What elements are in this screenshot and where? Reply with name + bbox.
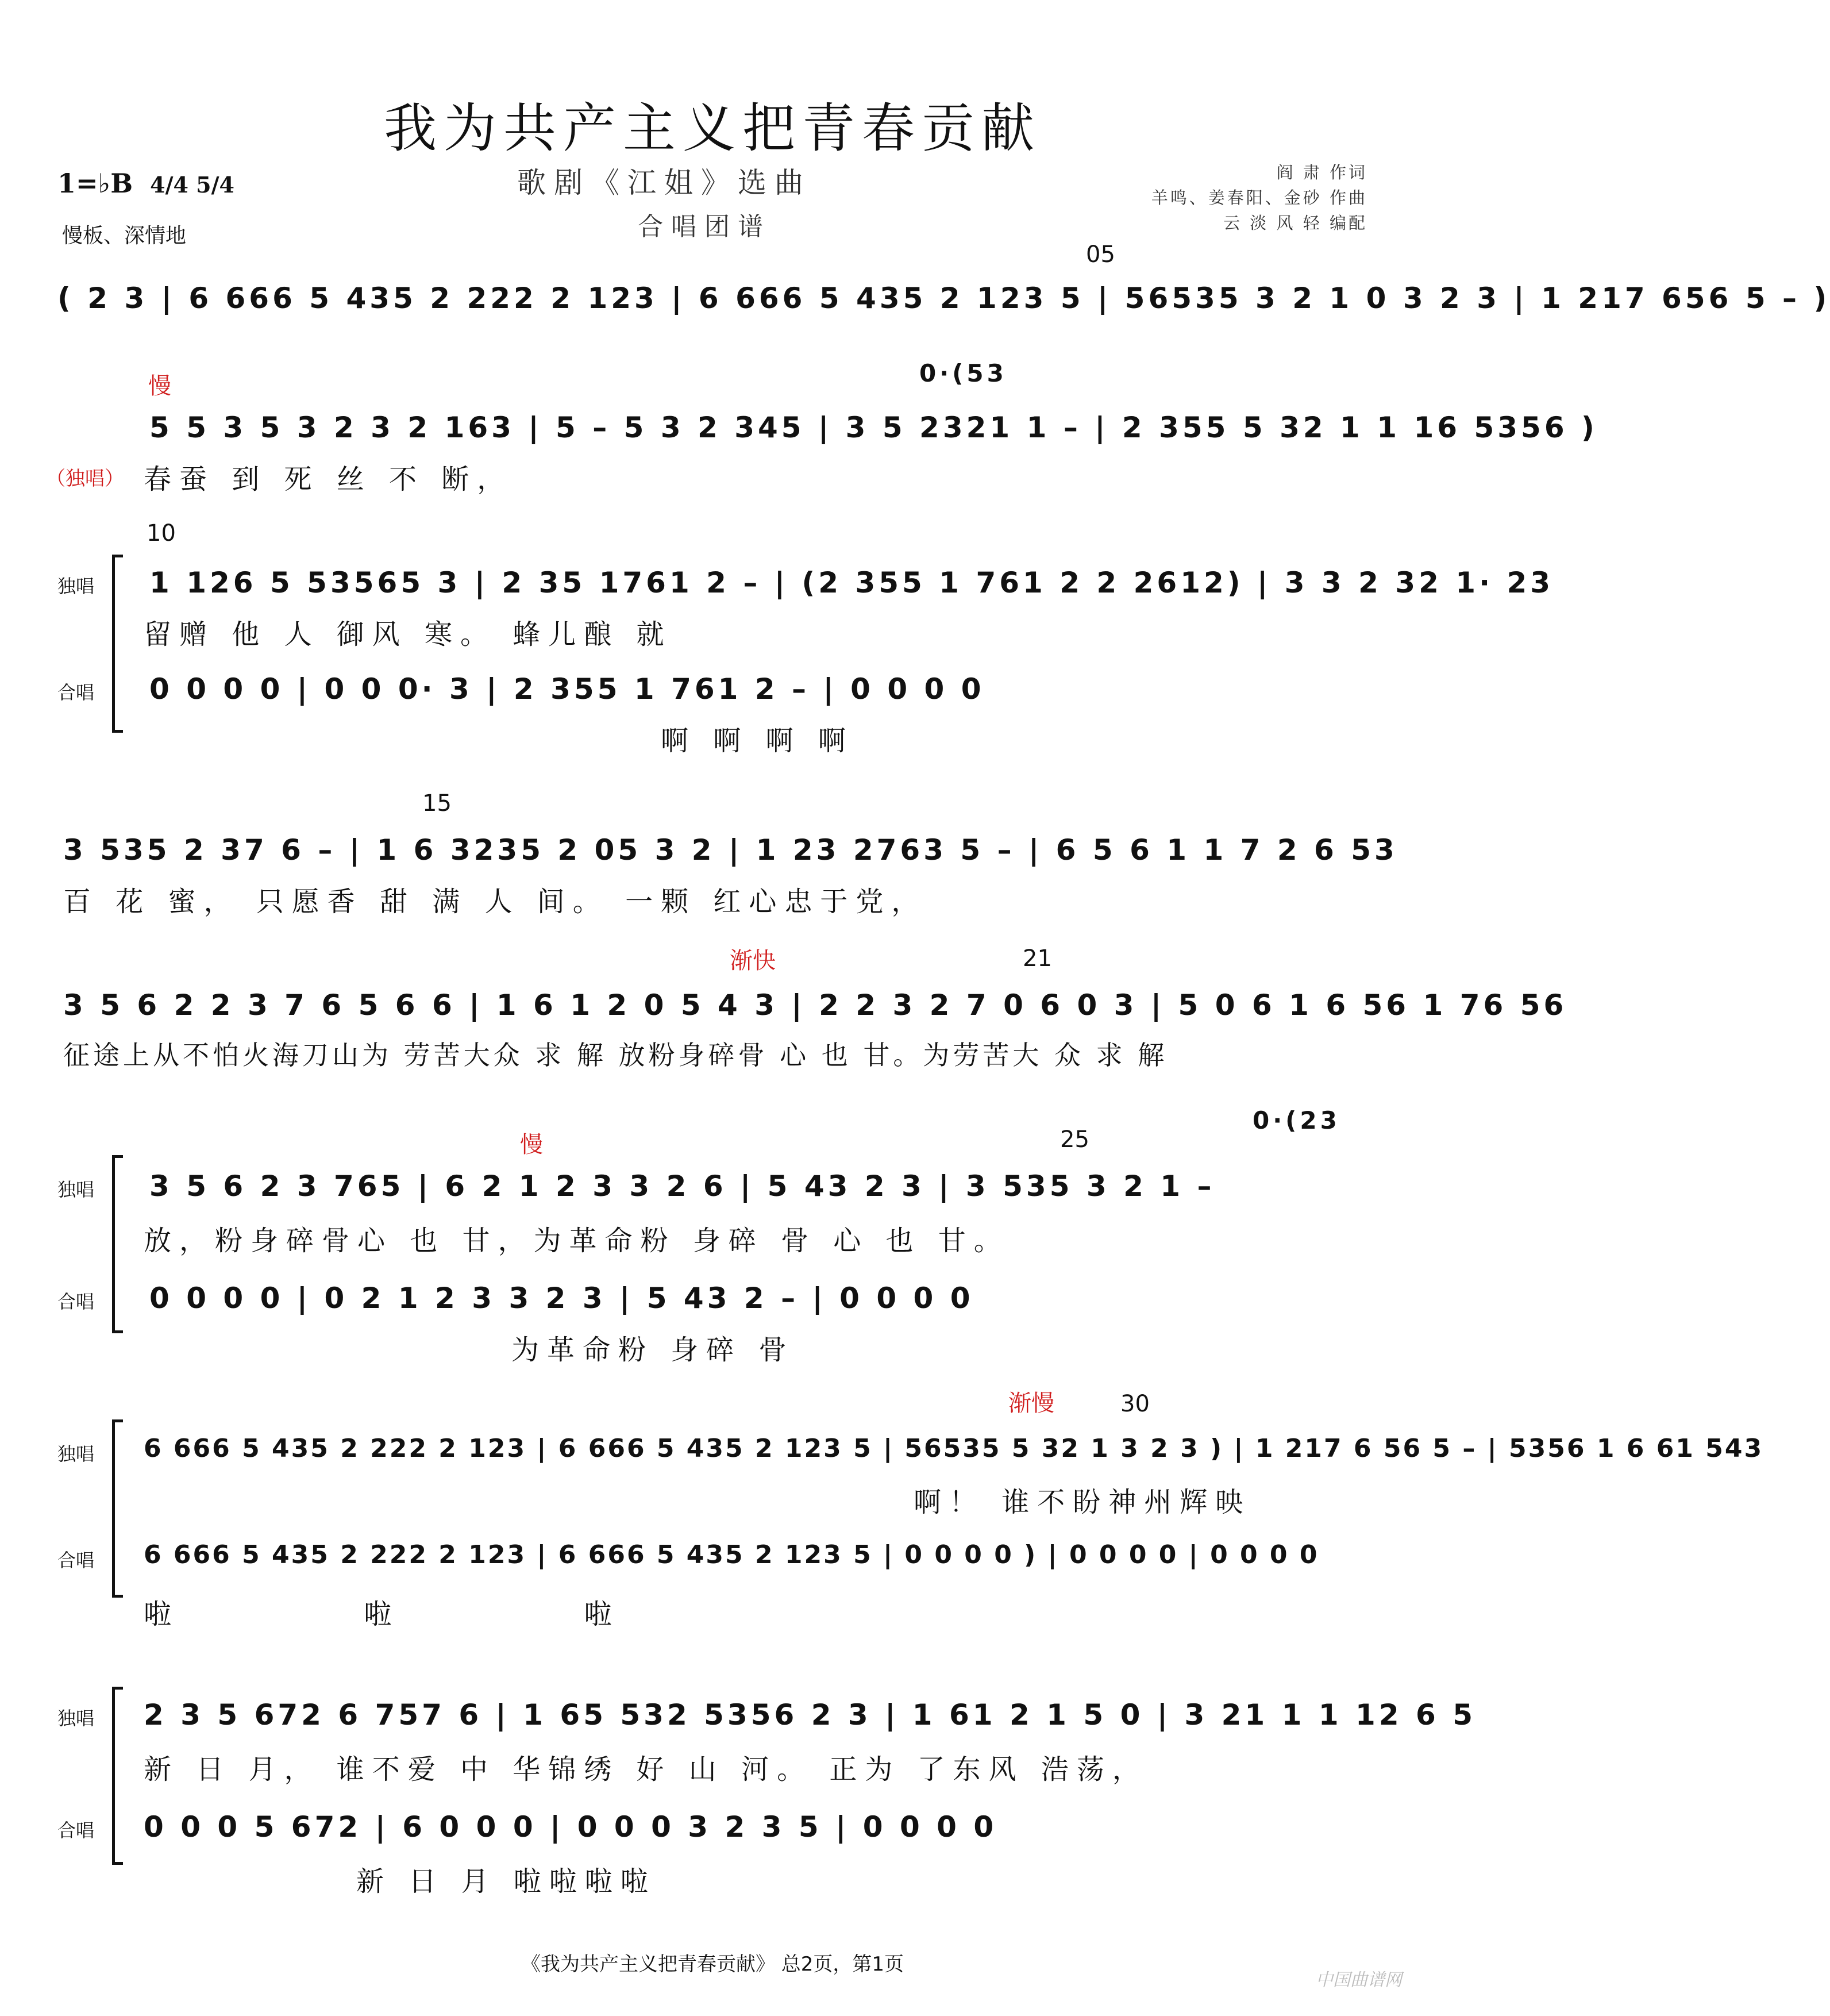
system-8-choir-notes: 0 0 0 5 672 | 6 0 0 0 | 0 0 0 3 2 3 5 | 0 0 0 0 <box>144 1810 997 1844</box>
measure-marker: 30 <box>1120 1391 1150 1417</box>
watermark-logo: 中国曲谱网 <box>1316 1970 1402 1990</box>
tempo-marking: 慢板、深情地 <box>62 224 187 248</box>
system-2-lyrics: 春蚕 到 死 丝 不 断， <box>144 463 513 495</box>
system-8-solo-lyrics: 新 日 月， 谁不爱 中 华锦绣 好 山 河。 正为 了东风 浩荡， <box>144 1753 1148 1786</box>
credit-composers: 羊鸣、姜春阳、金砂 作曲 <box>1151 188 1367 207</box>
tempo-mark-rit: 渐慢 <box>1008 1390 1054 1417</box>
key-text: 1=♭B <box>57 168 133 199</box>
system-2-notes: 5 5 3 5 3 2 3 2 163 | 5 – 5 3 2 345 | 3 5 2321 1 – | 2 355 5 32 1 1 16 5356 ) <box>149 411 1598 444</box>
system-7-choir-lyrics: 啦 啦 啦 <box>144 1598 704 1630</box>
part-label-choir: 合唱 <box>57 1819 95 1841</box>
part-label-solo: 独唱 <box>57 575 95 597</box>
credit-lyricist: 阎 肃 作词 <box>1276 163 1367 182</box>
system-3-choir-lyrics: 啊 啊 啊 啊 <box>661 725 854 757</box>
pickup-mark: 0·(23 <box>1253 1106 1340 1134</box>
time-signature: 4/4 5/4 <box>150 172 234 198</box>
pickup-mark: 0·(53 <box>919 359 1007 387</box>
page-footer: 《我为共产主义把青春贡献》 总2页，第1页 <box>521 1953 904 1976</box>
measure-marker: 21 <box>1023 945 1052 972</box>
tempo-mark-slow: 慢 <box>520 1132 543 1158</box>
part-label-choir: 合唱 <box>57 1291 95 1313</box>
system-6-choir-notes: 0 0 0 0 | 0 2 1 2 3 3 2 3 | 5 43 2 – | 0 0 0 0 <box>149 1282 974 1315</box>
system-5-lyrics: 征途上从不怕火海刀山为 劳苦大众 求 解 放粉身碎骨 心 也 甘。为劳苦大 众 求 解 <box>63 1040 1168 1071</box>
key-signature <box>57 168 234 199</box>
system-6-solo-lyrics: 放，粉身碎骨心 也 甘，为革命粉 身碎 骨 心 也 甘。 <box>144 1225 1010 1257</box>
staff-brace <box>112 1687 123 1865</box>
part-label-choir: 合唱 <box>57 682 95 703</box>
staff-brace <box>112 1419 123 1598</box>
credit-arranger: 云 淡 风 轻 编配 <box>1223 213 1367 233</box>
system-3-solo-lyrics: 留赠 他 人 御风 寒。 蜂儿酿 就 <box>144 618 672 651</box>
system-3-choir-notes: 0 0 0 0 | 0 0 0· 3 | 2 355 1 761 2 – | 0 0 0 0 <box>149 672 985 706</box>
system-5-notes: 3 5 6 2 2 3 7 6 5 6 6 | 1 6 1 2 0 5 4 3 | 2 2 3 2 7 0 6 0 3 | 5 0 6 1 6 56 1 76 56 <box>63 988 1567 1022</box>
tempo-mark-slow: 慢 <box>148 373 171 399</box>
part-label-choir: 合唱 <box>57 1549 95 1571</box>
solo-label: （独唱） <box>46 467 124 490</box>
score-subtitle: 歌剧《江姐》选曲 <box>517 166 811 199</box>
measure-marker: 10 <box>147 520 176 547</box>
arrangement-type: 合唱团谱 <box>638 212 771 241</box>
system-7-solo-lyrics: 啊！ 谁不盼神州辉映 <box>914 1486 1251 1518</box>
system-4-notes: 3 535 2 37 6 – | 1 6 3235 2 05 3 2 | 1 23 2763 5 – | 6 5 6 1 1 7 2 6 53 <box>63 833 1398 867</box>
system-6-solo-notes: 3 5 6 2 3 765 | 6 2 1 2 3 3 2 6 | 5 43 2 3 | 3 535 3 2 1 – <box>149 1169 1215 1203</box>
staff-brace <box>112 1155 123 1333</box>
part-label-solo: 独唱 <box>57 1179 95 1201</box>
system-8-solo-notes: 2 3 5 672 6 757 6 | 1 65 532 5356 2 3 | 1 61 2 1 5 0 | 3 21 1 1 12 6 5 <box>144 1698 1476 1732</box>
part-label-solo: 独唱 <box>57 1443 95 1465</box>
system-1-notes: ( 2 3 | 6 666 5 435 2 222 2 123 | 6 666 5 435 2 123 5 | 56535 3 2 1 0 3 2 3 | 1 217 656 5 – ) <box>57 282 1830 315</box>
system-6-choir-lyrics: 为革命粉 身碎 骨 <box>511 1334 795 1366</box>
system-3-solo-notes: 1 126 5 53565 3 | 2 35 1761 2 – | (2 355 1 761 2 2 2612) | 3 3 2 32 1· 23 <box>149 566 1554 599</box>
staff-brace <box>112 555 123 733</box>
system-4-lyrics: 百 花 蜜， 只愿香 甜 满 人 间。 一颗 红心忠于党， <box>63 886 927 918</box>
tempo-mark-accel: 渐快 <box>730 948 776 974</box>
measure-marker: 15 <box>422 790 452 817</box>
measure-marker: 05 <box>1086 241 1115 268</box>
system-8-choir-lyrics: 新 日 月 啦啦啦啦 <box>356 1865 656 1898</box>
score-title: 我为共产主义把青春贡献 <box>383 98 1041 159</box>
part-label-solo: 独唱 <box>57 1707 95 1729</box>
measure-marker: 25 <box>1060 1126 1089 1153</box>
system-7-choir-notes: 6 666 5 435 2 222 2 123 | 6 666 5 435 2 123 5 | 0 0 0 0 ) | 0 0 0 0 | 0 0 0 0 <box>144 1540 1319 1569</box>
system-7-solo-notes: 6 666 5 435 2 222 2 123 | 6 666 5 435 2 123 5 | 56535 5 32 1 3 2 3 ) | 1 217 6 56 5 – | 5356 1 6 61 543 <box>144 1434 1764 1463</box>
